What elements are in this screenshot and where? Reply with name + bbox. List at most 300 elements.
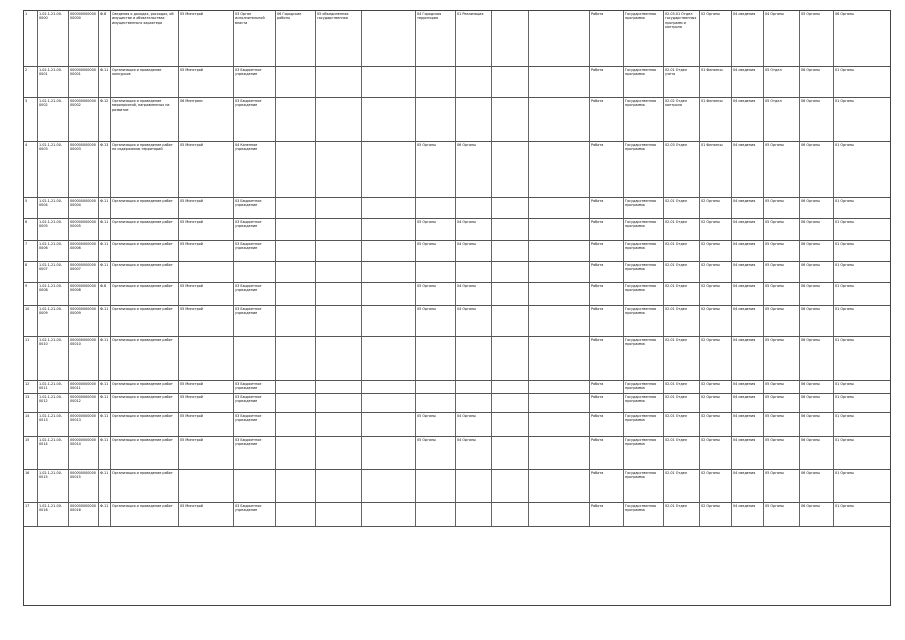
table-cell: [316, 219, 362, 240]
table-cell: 8: [24, 262, 38, 282]
table-cell: Государственная программа: [624, 67, 664, 97]
table-cell: [179, 262, 234, 282]
table-cell: [416, 381, 456, 393]
table-cell: [362, 67, 416, 97]
table-cell: [362, 241, 416, 261]
table-cell: [492, 142, 529, 197]
table-cell: [492, 337, 529, 380]
table-cell: [492, 198, 529, 218]
table-cell: 05 Органы: [800, 11, 834, 66]
table-cell: 05 Органы: [764, 219, 800, 240]
table-cell: 04 сведения: [732, 98, 764, 141]
table-cell: [492, 67, 529, 97]
table-cell: [276, 503, 316, 526]
table-cell: [492, 503, 529, 526]
table-cell: 05 Отдел: [764, 98, 800, 141]
table-cell: 04 сведения: [732, 337, 764, 380]
table-cell: 05 Органы: [416, 437, 456, 469]
table-cell: 6: [24, 219, 38, 240]
table-cell: Ф.12: [99, 98, 111, 141]
table-cell: 04 Органы: [456, 306, 492, 336]
table-cell: 02 Органы: [700, 11, 732, 66]
table-cell: 05 Органы: [764, 262, 800, 282]
table-cell: Работа: [590, 283, 624, 305]
table-cell: 1.02.1-21-00-0000: [38, 11, 69, 66]
table-row: [24, 219, 890, 241]
table-cell: Работа: [590, 470, 624, 502]
table-cell: [529, 283, 590, 305]
table-cell: [492, 394, 529, 412]
table-cell: 02 Органы: [700, 413, 732, 436]
table-cell: 01 Финансы: [700, 98, 732, 141]
table-cell: 01 Реализация: [456, 11, 492, 66]
table-cell: Организация и проведение работ: [111, 283, 179, 305]
table-cell: Ф.11: [99, 219, 111, 240]
table-cell: Организация и проведение работ: [111, 470, 179, 502]
table-cell: [276, 219, 316, 240]
table-cell: Ф.11: [99, 413, 111, 436]
table-cell: 5: [24, 198, 38, 218]
table-cell: [529, 67, 590, 97]
table-cell: 05 Минстрой: [179, 198, 234, 218]
table-cell: 03 Бюджетное учреждение: [234, 503, 276, 526]
table-cell: 02.01 Отдел: [664, 262, 700, 282]
table-cell: 06 Органы: [800, 337, 834, 380]
table-cell: [529, 98, 590, 141]
table-cell: 00000000000000014: [69, 437, 99, 469]
table-cell: [492, 381, 529, 393]
table-cell: 02.01 Отдел: [664, 394, 700, 412]
table-cell: 03 Бюджетное учреждение: [234, 241, 276, 261]
table-cell: Организация и проведение работ: [111, 394, 179, 412]
table-cell: 00000000000000003: [69, 142, 99, 197]
table-cell: [456, 198, 492, 218]
table-cell: 05 Минстрой: [179, 503, 234, 526]
table-cell: 05 Органы: [764, 470, 800, 502]
table-cell: [456, 262, 492, 282]
table-cell: 01 Органы: [835, 220, 854, 224]
table-cell: Ф.11: [99, 503, 111, 526]
table-cell: 01 Органы: [835, 307, 854, 311]
table-cell: 05 Органы: [416, 142, 456, 197]
table-cell: [276, 470, 316, 502]
table-cell: Организация и проведение работ: [111, 413, 179, 436]
table-cell: Государственная программа: [624, 503, 664, 526]
table-cell: Работа: [590, 413, 624, 436]
table-cell: [362, 262, 416, 282]
table-cell: [456, 337, 492, 380]
table-cell: 10: [24, 306, 38, 336]
table-cell: 06 Органы: [800, 503, 834, 526]
table-cell: 05 Органы: [764, 381, 800, 393]
table-cell: 9: [24, 283, 38, 305]
table-cell: 02 Органы: [700, 306, 732, 336]
table-cell: 04 сведения: [732, 283, 764, 305]
table-cell: 02.01 Отдел: [664, 503, 700, 526]
table-cell: Работа: [590, 98, 624, 141]
table-cell: 06 Городские работы: [276, 11, 316, 66]
table-row: [24, 241, 890, 262]
table-cell: [362, 98, 416, 141]
table-cell: 00000000000000001: [69, 67, 99, 97]
table-cell: Организация и проведение работ: [111, 437, 179, 469]
table-cell: 05 Органы: [764, 306, 800, 336]
table-cell: 05 Органы: [416, 306, 456, 336]
table-cell: 02.03.01 Отдел государственных программ и контроля: [664, 11, 700, 66]
table-cell: 04 Городская территория: [416, 11, 456, 66]
table-cell: 03 Бюджетное учреждение: [234, 98, 276, 141]
table-cell: [316, 470, 362, 502]
table-cell: [416, 470, 456, 502]
table-cell: 02 Органы: [700, 198, 732, 218]
table-cell: Сведения о доходах, расходах, об имуществе и обязательствах имущественного характера: [111, 11, 179, 66]
table-cell: [416, 337, 456, 380]
table-cell: Организация и проведение работ: [111, 337, 179, 380]
table-cell: [529, 262, 590, 282]
table-cell: 01 Органы: [835, 414, 854, 418]
table-cell: [456, 470, 492, 502]
table-cell: [316, 98, 362, 141]
table-cell: 04 сведения: [732, 262, 764, 282]
table-cell: [529, 381, 590, 393]
table-cell: 01 Органы: [835, 395, 854, 399]
table-cell: 04 сведения: [732, 67, 764, 97]
table-cell: 02 Органы: [700, 394, 732, 412]
table-cell: Ф.11: [99, 337, 111, 380]
table-cell: 02 Органы: [700, 262, 732, 282]
table-cell: [492, 306, 529, 336]
table-cell: [276, 437, 316, 469]
table-cell: Ф.13: [99, 142, 111, 197]
table-cell: 06 Органы: [800, 470, 834, 502]
table-cell: Ф.11: [99, 241, 111, 261]
table-cell: [492, 437, 529, 469]
table-cell: 02.01 Отдел учета: [664, 67, 700, 97]
table-cell: [179, 470, 234, 502]
table-cell: [529, 241, 590, 261]
table-cell: 1.02.1-21-00-0013: [38, 413, 69, 436]
table-cell: Работа: [590, 67, 624, 97]
table-cell: 06 Органы: [800, 219, 834, 240]
table-cell: [492, 219, 529, 240]
table-cell: 7: [24, 241, 38, 261]
table-cell: 04 Органы: [456, 219, 492, 240]
table-cell: 05 Органы: [416, 283, 456, 305]
table-cell: [529, 413, 590, 436]
table-cell: 04 сведения: [732, 11, 764, 66]
table-cell: 17: [24, 503, 38, 526]
table-cell: [529, 470, 590, 502]
table-cell: 01 Органы: [835, 284, 854, 288]
table-row: [24, 381, 890, 394]
table-cell: 01 Органы: [835, 338, 854, 342]
table-cell: 05 Органы: [416, 241, 456, 261]
table-cell: [316, 142, 362, 197]
table-cell: Организация и проведение конкурсов: [111, 67, 179, 97]
table-cell: [529, 11, 590, 66]
table-cell: [316, 283, 362, 305]
table-cell: 1.02.1-21-00-0001: [38, 67, 69, 97]
table-cell: Государственная программа: [624, 198, 664, 218]
table-cell: Работа: [590, 306, 624, 336]
table-cell: Работа: [590, 198, 624, 218]
table-cell: [492, 11, 529, 66]
table-cell: 1.02.1-21-00-0014: [38, 437, 69, 469]
table-cell: 00000000000000010: [69, 337, 99, 380]
table-cell: 00000000000000008: [69, 283, 99, 305]
table-cell: [234, 470, 276, 502]
table-cell: 04 Органы: [456, 413, 492, 436]
table-cell: 04 сведения: [732, 413, 764, 436]
table-cell: 06 Органы: [800, 413, 834, 436]
table-cell: Государственная программа: [624, 470, 664, 502]
table-cell: 04 сведения: [732, 503, 764, 526]
table-cell: 04 Органы: [764, 11, 800, 66]
table-cell: 03 Бюджетное учреждение: [234, 413, 276, 436]
table-cell: 01 Органы: [835, 143, 854, 147]
table-cell: 02.01 Отдел: [664, 470, 700, 502]
table-cell: 1: [24, 11, 38, 66]
table-cell: Государственная программа: [624, 283, 664, 305]
table-cell: 02 Органы: [700, 503, 732, 526]
table-row: [24, 198, 890, 219]
table-cell: [529, 142, 590, 197]
table-cell: 00000000000000012: [69, 394, 99, 412]
table-cell: [316, 306, 362, 336]
table-cell: 02.01 Отдел: [664, 283, 700, 305]
table-row: [24, 283, 890, 306]
table-cell: 05 Минстрой: [179, 437, 234, 469]
table-cell: Ф.11: [99, 381, 111, 393]
table-cell: 06 Органы: [800, 437, 834, 469]
table-row: [24, 437, 890, 470]
table-cell: 05 Органы: [764, 198, 800, 218]
spreadsheet-table: [23, 10, 891, 606]
table-cell: 01 Органы: [835, 382, 854, 386]
table-cell: 05 Органы: [764, 437, 800, 469]
table-cell: 03 Бюджетное учреждение: [234, 219, 276, 240]
table-cell: 04 Казенное учреждение: [234, 142, 276, 197]
table-cell: [416, 503, 456, 526]
table-cell: 05 Минстрой: [179, 142, 234, 197]
table-cell: 03 Бюджетное учреждение: [234, 394, 276, 412]
table-cell: 00000000000000013: [69, 413, 99, 436]
table-cell: Ф.11: [99, 437, 111, 469]
table-cell: 01 Органы: [835, 263, 854, 267]
table-cell: Ф.11: [99, 306, 111, 336]
table-cell: 1.02.1-21-00-0016: [38, 503, 69, 526]
table-cell: 03 Бюджетное учреждение: [234, 198, 276, 218]
table-cell: 14: [24, 413, 38, 436]
table-cell: 06 Органы: [800, 98, 834, 141]
table-cell: [362, 198, 416, 218]
table-cell: 16: [24, 470, 38, 502]
table-cell: 1.02.1-21-00-0004: [38, 198, 69, 218]
table-cell: 12: [24, 381, 38, 393]
table-cell: [362, 283, 416, 305]
table-cell: 05 Минстрой: [179, 381, 234, 393]
table-cell: [492, 262, 529, 282]
table-cell: [362, 437, 416, 469]
table-cell: 1.02.1-21-00-0006: [38, 241, 69, 261]
table-cell: 02 Органы: [700, 437, 732, 469]
table-cell: 01 Органы: [835, 199, 854, 203]
table-cell: 00000000000000007: [69, 262, 99, 282]
table-cell: 02.01 Отдел: [664, 337, 700, 380]
table-cell: [234, 262, 276, 282]
table-cell: 05 Органы: [416, 219, 456, 240]
table-cell: 02 Органы: [700, 337, 732, 380]
table-cell: 06 Органы: [800, 381, 834, 393]
table-cell: 02.01 Отдел: [664, 306, 700, 336]
table-cell: 00000000000000016: [69, 503, 99, 526]
table-row: [24, 11, 890, 67]
table-cell: [276, 337, 316, 380]
table-cell: [492, 98, 529, 141]
table-cell: 1.02.1-21-00-0015: [38, 470, 69, 502]
table-cell: Государственная программа: [624, 142, 664, 197]
table-cell: 03 Бюджетное учреждение: [234, 67, 276, 97]
table-cell: Работа: [590, 219, 624, 240]
table-cell: 00000000000000004: [69, 198, 99, 218]
table-cell: 05 объединенная государственная: [316, 11, 362, 66]
table-cell: [276, 241, 316, 261]
table-cell: 02.01 Отдел: [664, 219, 700, 240]
table-cell: [316, 413, 362, 436]
table-cell: 04 сведения: [732, 241, 764, 261]
table-cell: [362, 306, 416, 336]
table-cell: Организация и проведение работ: [111, 198, 179, 218]
table-cell: [316, 394, 362, 412]
table-cell: [316, 67, 362, 97]
table-cell: [529, 394, 590, 412]
table-cell: Организация и проведение работ: [111, 381, 179, 393]
table-cell: 4: [24, 142, 38, 197]
table-cell: [276, 283, 316, 305]
table-cell: 02.01 Отдел: [664, 413, 700, 436]
table-cell: 3: [24, 98, 38, 141]
table-cell: 1.02.1-21-00-0003: [38, 142, 69, 197]
table-cell: 06 Органы: [800, 241, 834, 261]
table-cell: 13: [24, 394, 38, 412]
table-cell: 11: [24, 337, 38, 380]
table-cell: 05 Отдел: [764, 67, 800, 97]
table-cell: 06 Минтранс: [179, 98, 234, 141]
table-cell: Организация и проведение мероприятий, направленных на развитие: [111, 98, 179, 141]
table-cell: [276, 142, 316, 197]
table-cell: Ф.11: [99, 198, 111, 218]
table-cell: 01 Финансы: [700, 142, 732, 197]
table-cell: Работа: [590, 503, 624, 526]
table-cell: 05 Минстрой: [179, 306, 234, 336]
table-cell: Организация и проведение работ: [111, 503, 179, 526]
table-cell: 01 Органы: [835, 471, 854, 475]
table-cell: 05 Минстрой: [179, 219, 234, 240]
table-cell: Государственная программа: [624, 219, 664, 240]
table-cell: 00000000000000011: [69, 381, 99, 393]
table-cell: [316, 381, 362, 393]
table-cell: 04 сведения: [732, 198, 764, 218]
table-cell: Организация и проведение работ: [111, 262, 179, 282]
table-cell: 06 Органы: [456, 142, 492, 197]
table-cell: [492, 470, 529, 502]
table-cell: Организация и проведение работ по содержанию территорий: [111, 142, 179, 197]
table-cell: Ф.11: [99, 262, 111, 282]
table-cell: 1.02.1-21-00-0008: [38, 283, 69, 305]
table-cell: Государственная программа: [624, 11, 664, 66]
table-cell: Работа: [590, 142, 624, 197]
table-cell: Государственная программа: [624, 337, 664, 380]
table-cell: [362, 413, 416, 436]
table-cell: [316, 198, 362, 218]
table-cell: Государственная программа: [624, 306, 664, 336]
table-cell: [234, 337, 276, 380]
table-cell: [276, 262, 316, 282]
table-cell: [529, 437, 590, 469]
table-cell: 06 Органы: [800, 283, 834, 305]
table-cell: Государственная программа: [624, 262, 664, 282]
table-cell: [276, 381, 316, 393]
table-cell: 02.01 Отдел: [664, 381, 700, 393]
table-cell: 04 Органы: [456, 283, 492, 305]
table-cell: Государственная программа: [624, 381, 664, 393]
table-cell: 05 Органы: [764, 413, 800, 436]
table-cell: 02.01 Отдел: [664, 437, 700, 469]
table-cell: 01 Органы: [835, 68, 854, 72]
table-row: [24, 470, 890, 503]
table-cell: 03 Бюджетное учреждение: [234, 283, 276, 305]
table-cell: [362, 503, 416, 526]
table-cell: 01 Органы: [835, 99, 854, 103]
table-cell: 05 Органы: [416, 413, 456, 436]
table-cell: 01 Финансы: [700, 67, 732, 97]
table-cell: [416, 262, 456, 282]
table-cell: Государственная программа: [624, 394, 664, 412]
table-cell: [362, 381, 416, 393]
table-cell: 06 Органы: [800, 67, 834, 97]
table-cell: 1.02.1-21-00-0012: [38, 394, 69, 412]
table-cell: 05 Минстрой: [179, 413, 234, 436]
table-cell: 1.02.1-21-00-0007: [38, 262, 69, 282]
table-cell: [492, 283, 529, 305]
table-cell: 06 Органы: [800, 306, 834, 336]
table-cell: 02 Органы: [700, 470, 732, 502]
table-cell: 05 Минстрой: [179, 67, 234, 97]
table-row: [24, 142, 890, 198]
table-cell: Работа: [590, 11, 624, 66]
table-cell: Ф.11: [99, 470, 111, 502]
table-cell: 06 Органы: [800, 198, 834, 218]
table-cell: 01 Органы: [835, 242, 854, 246]
table-row: [24, 394, 890, 413]
table-cell: 06 Органы: [800, 142, 834, 197]
table-cell: 05 Органы: [764, 241, 800, 261]
table-cell: Ф.11: [99, 67, 111, 97]
table-cell: Работа: [590, 394, 624, 412]
table-cell: 04 Органы: [456, 437, 492, 469]
table-cell: Государственная программа: [624, 437, 664, 469]
table-cell: [276, 306, 316, 336]
table-cell: 00000000000000002: [69, 98, 99, 141]
table-cell: [529, 503, 590, 526]
table-cell: [316, 337, 362, 380]
table-cell: 04 сведения: [732, 470, 764, 502]
table-cell: [316, 503, 362, 526]
table-cell: 04 сведения: [732, 437, 764, 469]
table-cell: 02.01 Отдел: [664, 198, 700, 218]
table-cell: 2: [24, 67, 38, 97]
table-cell: 03 Бюджетное учреждение: [234, 437, 276, 469]
